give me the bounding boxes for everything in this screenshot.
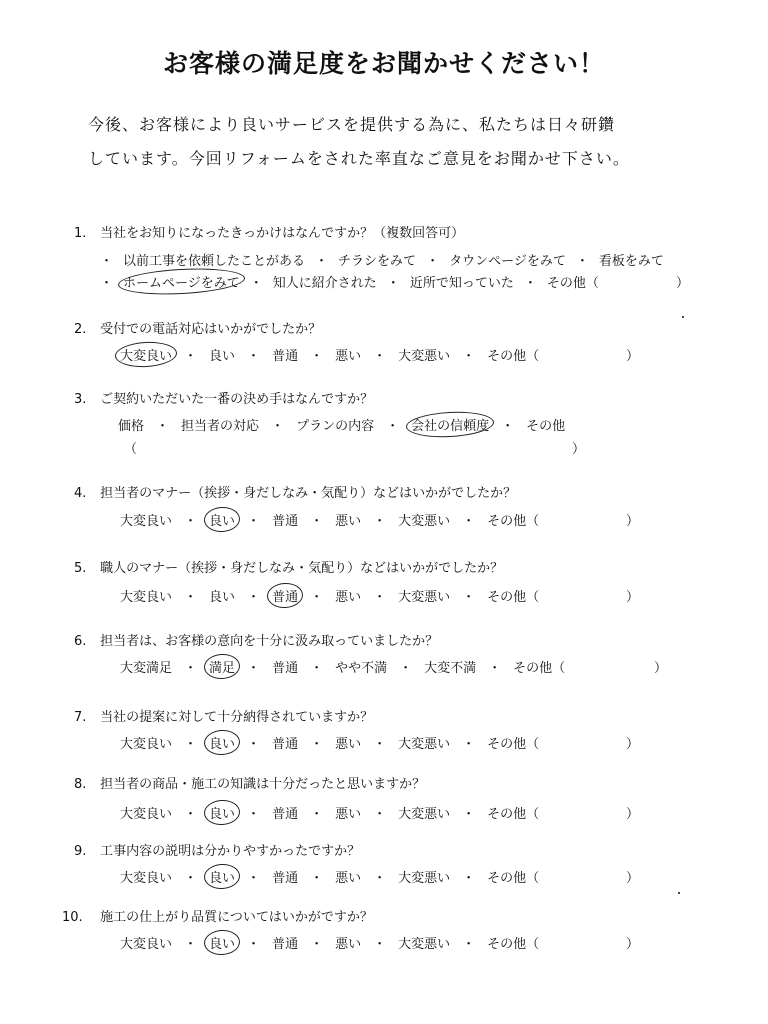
close-paren: ）: [626, 937, 640, 952]
close-paren: ）: [572, 442, 586, 457]
question-2: [74, 318, 321, 337]
q4-option-1[interactable]: 大変良い: [120, 514, 173, 529]
q8-option-2-selected[interactable]: 良い: [209, 803, 235, 822]
q1-option-7[interactable]: 近所で知っていた: [409, 276, 514, 291]
separator: ・: [315, 254, 329, 269]
q4-option-3[interactable]: 普通: [272, 514, 299, 529]
q4-option-2-selected[interactable]: 良い: [209, 510, 235, 529]
q3-option-4-selected[interactable]: 会社の信頼度: [411, 415, 489, 434]
q6-option-4[interactable]: やや不満: [335, 661, 388, 676]
separator: ・: [249, 276, 263, 291]
close-paren: ）: [676, 276, 690, 291]
scan-speck: [682, 316, 684, 318]
close-paren: ）: [654, 661, 668, 676]
separator: ・: [184, 590, 198, 605]
question-1: [74, 222, 464, 241]
intro-line-1: 今後、お客様により良いサービスを提供する為に、私たちは日々研鑽: [88, 115, 616, 134]
separator: ・: [247, 514, 261, 529]
separator: ・: [310, 937, 324, 952]
separator: ・: [373, 590, 387, 605]
question-8: [74, 773, 425, 792]
question-text: 受付での電話対応はいかがでしたか？: [100, 322, 322, 337]
q8-options: [120, 803, 539, 822]
q8-option-5[interactable]: 大変悪い: [398, 807, 451, 822]
question-5: [74, 557, 503, 576]
q8-option-other[interactable]: その他（: [487, 807, 540, 822]
question-number: 3.: [74, 392, 87, 407]
q4-option-5[interactable]: 大変悪い: [398, 514, 451, 529]
q3-options: [118, 415, 565, 434]
q1-option-2[interactable]: チラシをみて: [338, 254, 417, 269]
q10-option-1[interactable]: 大変良い: [120, 937, 173, 952]
separator: ・: [310, 514, 324, 529]
page-title: お客様の満足度をお聞かせください！: [162, 49, 605, 78]
question-7: [74, 706, 373, 725]
q8-option-3[interactable]: 普通: [272, 807, 299, 822]
q4-options: [120, 510, 539, 529]
separator: ・: [523, 276, 537, 291]
separator: ・: [310, 737, 324, 752]
q10-option-2-selected[interactable]: 良い: [209, 933, 235, 952]
question-text: ご契約いただいた一番の決め手はなんですか？: [100, 392, 374, 407]
question-number: 6.: [74, 634, 87, 649]
q9-option-1[interactable]: 大変良い: [120, 871, 173, 886]
separator: ・: [184, 349, 198, 364]
separator: ・: [247, 590, 261, 605]
separator: ・: [488, 661, 502, 676]
q2-option-other[interactable]: その他（: [487, 349, 540, 364]
q1-options-row-2: [100, 272, 599, 291]
question-number: 9.: [74, 844, 87, 859]
question-number: 5.: [74, 561, 87, 576]
separator: ・: [373, 349, 387, 364]
separator: ・: [462, 807, 476, 822]
scan-speck: [678, 892, 680, 894]
separator: ・: [310, 661, 324, 676]
q2-option-4[interactable]: 悪い: [335, 349, 362, 364]
separator: ・: [501, 419, 515, 434]
q2-option-1-selected[interactable]: 大変良い: [120, 345, 172, 364]
separator: ・: [100, 254, 114, 269]
q1-option-3[interactable]: タウンページをみて: [449, 254, 566, 269]
separator: ・: [184, 514, 198, 529]
question-number: 4.: [74, 486, 87, 501]
separator: ・: [247, 661, 261, 676]
q1-option-1[interactable]: 以前工事を依頼したことがある: [123, 254, 306, 269]
q9-option-5[interactable]: 大変悪い: [398, 871, 451, 886]
q3-option-other[interactable]: その他: [526, 419, 566, 434]
q9-option-2-selected[interactable]: 良い: [209, 867, 235, 886]
separator: ・: [271, 419, 285, 434]
separator: ・: [247, 871, 261, 886]
question-number: 7.: [74, 710, 87, 725]
separator: ・: [247, 737, 261, 752]
question-text: 施工の仕上がり品質についてはいかがですか？: [100, 910, 373, 925]
q5-option-2[interactable]: 良い: [209, 590, 236, 605]
q10-option-4[interactable]: 悪い: [335, 937, 362, 952]
separator: ・: [373, 871, 387, 886]
q3-option-1[interactable]: 価格: [118, 419, 145, 434]
close-paren: ）: [626, 590, 640, 605]
separator: ・: [184, 661, 198, 676]
separator: ・: [462, 349, 476, 364]
q1-option-5-selected[interactable]: ホームページをみて: [123, 272, 240, 291]
q7-option-4[interactable]: 悪い: [335, 737, 362, 752]
q7-option-5[interactable]: 大変悪い: [398, 737, 451, 752]
open-paren: （: [124, 442, 138, 457]
question-text: 当社をお知りになったきっかけはなんですか？（複数回答可）: [100, 226, 465, 241]
separator: ・: [247, 349, 261, 364]
close-paren: ）: [626, 349, 640, 364]
separator: ・: [373, 937, 387, 952]
q10-options: [120, 933, 539, 952]
question-3: [74, 388, 373, 407]
q6-option-2-selected[interactable]: 満足: [209, 657, 235, 676]
separator: ・: [310, 807, 324, 822]
q1-option-4[interactable]: 看板をみて: [598, 254, 664, 269]
q4-option-other[interactable]: その他（: [487, 514, 540, 529]
separator: ・: [373, 737, 387, 752]
q10-option-5[interactable]: 大変悪い: [398, 937, 451, 952]
question-text: 職人のマナー（挨拶・身だしなみ・気配り）などはいかがでしたか？: [100, 561, 504, 576]
q10-option-3[interactable]: 普通: [272, 937, 299, 952]
q5-option-other[interactable]: その他（: [487, 590, 540, 605]
separator: ・: [426, 254, 440, 269]
question-4: [74, 482, 516, 501]
separator: ・: [247, 937, 261, 952]
q10-option-other[interactable]: その他（: [487, 937, 540, 952]
q6-options: [120, 657, 565, 676]
q8-option-4[interactable]: 悪い: [335, 807, 362, 822]
close-paren: ）: [626, 514, 640, 529]
separator: ・: [462, 590, 476, 605]
separator: ・: [310, 590, 324, 605]
q6-option-5[interactable]: 大変不満: [424, 661, 477, 676]
q7-options: [120, 733, 539, 752]
q2-option-2[interactable]: 良い: [209, 349, 236, 364]
close-paren: ）: [626, 871, 640, 886]
q6-option-other[interactable]: その他（: [513, 661, 566, 676]
q2-option-3[interactable]: 普通: [272, 349, 299, 364]
q1-option-6[interactable]: 知人に紹介された: [272, 276, 377, 291]
q9-option-other[interactable]: その他（: [487, 871, 540, 886]
q5-option-1[interactable]: 大変良い: [120, 590, 173, 605]
q5-options: [120, 586, 539, 605]
question-text: 工事内容の説明は分かりやすかったですか？: [100, 844, 361, 859]
separator: ・: [184, 871, 198, 886]
separator: ・: [462, 871, 476, 886]
separator: ・: [100, 276, 114, 291]
q9-options: [120, 867, 539, 886]
q7-option-2-selected[interactable]: 良い: [209, 733, 235, 752]
q6-option-1[interactable]: 大変満足: [120, 661, 173, 676]
q5-option-5[interactable]: 大変悪い: [398, 590, 451, 605]
q9-option-3[interactable]: 普通: [272, 871, 299, 886]
question-text: 担当者のマナー（挨拶・身だしなみ・気配り）などはいかがでしたか？: [100, 486, 517, 501]
q7-option-3[interactable]: 普通: [272, 737, 299, 752]
question-9: [74, 840, 360, 859]
question-text: 担当者の商品・施工の知識は十分だったと思いますか？: [100, 777, 426, 792]
separator: ・: [462, 514, 476, 529]
q1-options-row-1: [100, 250, 664, 269]
q4-option-4[interactable]: 悪い: [335, 514, 362, 529]
separator: ・: [156, 419, 170, 434]
question-number: 2.: [74, 322, 87, 337]
q6-option-3[interactable]: 普通: [272, 661, 299, 676]
separator: ・: [386, 419, 400, 434]
q2-options: [120, 345, 539, 364]
separator: ・: [310, 349, 324, 364]
separator: ・: [386, 276, 400, 291]
separator: ・: [373, 514, 387, 529]
q8-option-1[interactable]: 大変良い: [120, 807, 173, 822]
q9-option-4[interactable]: 悪い: [335, 871, 362, 886]
question-10: [62, 906, 373, 925]
question-text: 担当者は、お客様の意向を十分に汲み取っていましたか？: [100, 634, 439, 649]
q5-option-4[interactable]: 悪い: [335, 590, 362, 605]
close-paren: ）: [626, 737, 640, 752]
q7-option-other[interactable]: その他（: [487, 737, 540, 752]
separator: ・: [373, 807, 387, 822]
question-text: 当社の提案に対して十分納得されていますか？: [100, 710, 374, 725]
q1-option-other[interactable]: その他（: [546, 276, 599, 291]
q7-option-1[interactable]: 大変良い: [120, 737, 173, 752]
q3-option-3[interactable]: プランの内容: [296, 419, 375, 434]
question-number: 10.: [62, 910, 83, 925]
separator: ・: [575, 254, 589, 269]
q3-option-2[interactable]: 担当者の対応: [181, 419, 260, 434]
separator: ・: [399, 661, 413, 676]
separator: ・: [184, 937, 198, 952]
separator: ・: [462, 737, 476, 752]
separator: ・: [184, 737, 198, 752]
separator: ・: [310, 871, 324, 886]
close-paren: ）: [626, 807, 640, 822]
q5-option-3-selected[interactable]: 普通: [272, 586, 298, 605]
q2-option-5[interactable]: 大変悪い: [398, 349, 451, 364]
question-number: 1.: [74, 226, 87, 241]
question-6: [74, 630, 438, 649]
question-number: 8.: [74, 777, 87, 792]
separator: ・: [247, 807, 261, 822]
separator: ・: [462, 937, 476, 952]
separator: ・: [184, 807, 198, 822]
intro-line-2: しています。今回リフォームをされた率直なご意見をお聞かせ下さい。: [88, 149, 630, 168]
